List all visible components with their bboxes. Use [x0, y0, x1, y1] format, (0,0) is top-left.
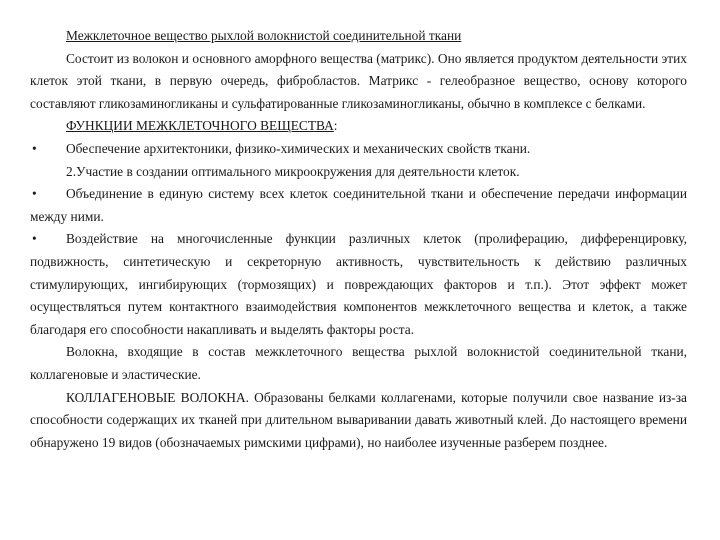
bullet-mark: •	[32, 231, 37, 247]
title-text: Межклеточное вещество рыхлой волокнистой соединительной ткани	[66, 28, 462, 43]
function-item-text: Воздействие на многочисленные функции различных клеток (пролиферацию, дифференцировку, подвижность, синтетическую и секреторную активность, чувствительность к действию различных стимулирующих, ингибирующих (тормозящих) и повреждающих факторов и т.п.). Этот эффект может осуществляться путем контактного взаимодействия компонентов межклеточного вещества и клеток, а также благодаря его способности накапливать и выделять факторы роста.	[30, 231, 687, 337]
intro-paragraph: Состоит из волокон и основного аморфного вещества (матрикс). Оно является продуктом деятельности этих клеток этой ткани, в первую очередь, фибробластов. Матрикс - гелеобразное вещество, основу которого составляют гликозаминогликаны и сульфатированные гликозаминогликаны, обычно в комплексе с белками.	[30, 50, 687, 111]
functions-heading-colon: :	[333, 118, 338, 134]
function-item-text: Обеспечение архитектоники, физико-химических и механических свойств ткани.	[66, 140, 531, 156]
collagen-heading: КОЛЛАГЕНОВЫЕ ВОЛОКНА.	[66, 389, 249, 405]
fibers-paragraph: Волокна, входящие в состав межклеточного вещества рыхлой волокнистой соединительной ткани, коллагеновые и эластические.	[30, 344, 687, 382]
function-item-4	[30, 228, 687, 341]
document-title	[30, 25, 687, 48]
function-item-text: Объединение в единую систему всех клеток соединительной ткани и обеспечение передачи информации между ними.	[30, 186, 687, 224]
document-page	[30, 25, 687, 454]
bullet-mark: •	[32, 186, 37, 202]
bullet-mark: •	[32, 140, 37, 156]
function-item-3	[30, 183, 687, 228]
function-item-1	[30, 138, 687, 161]
function-item-2: 2.Участие в создании оптимального микроокружения для деятельности клеток.	[66, 163, 520, 179]
collagen-paragraph	[30, 387, 687, 455]
functions-heading	[30, 115, 687, 138]
collagen-text: Образованы белками коллагенами, которые получили свое название из-за способности содержащих их тканей при длительном вываривании давать животный клей. До настоящего времени обнаружено 19 видов (обозначаемых римскими цифрами), но наиболее изученные разберем позднее.	[30, 389, 687, 450]
functions-heading-text: ФУНКЦИИ МЕЖКЛЕТОЧНОГО ВЕЩЕСТВА	[66, 118, 334, 134]
